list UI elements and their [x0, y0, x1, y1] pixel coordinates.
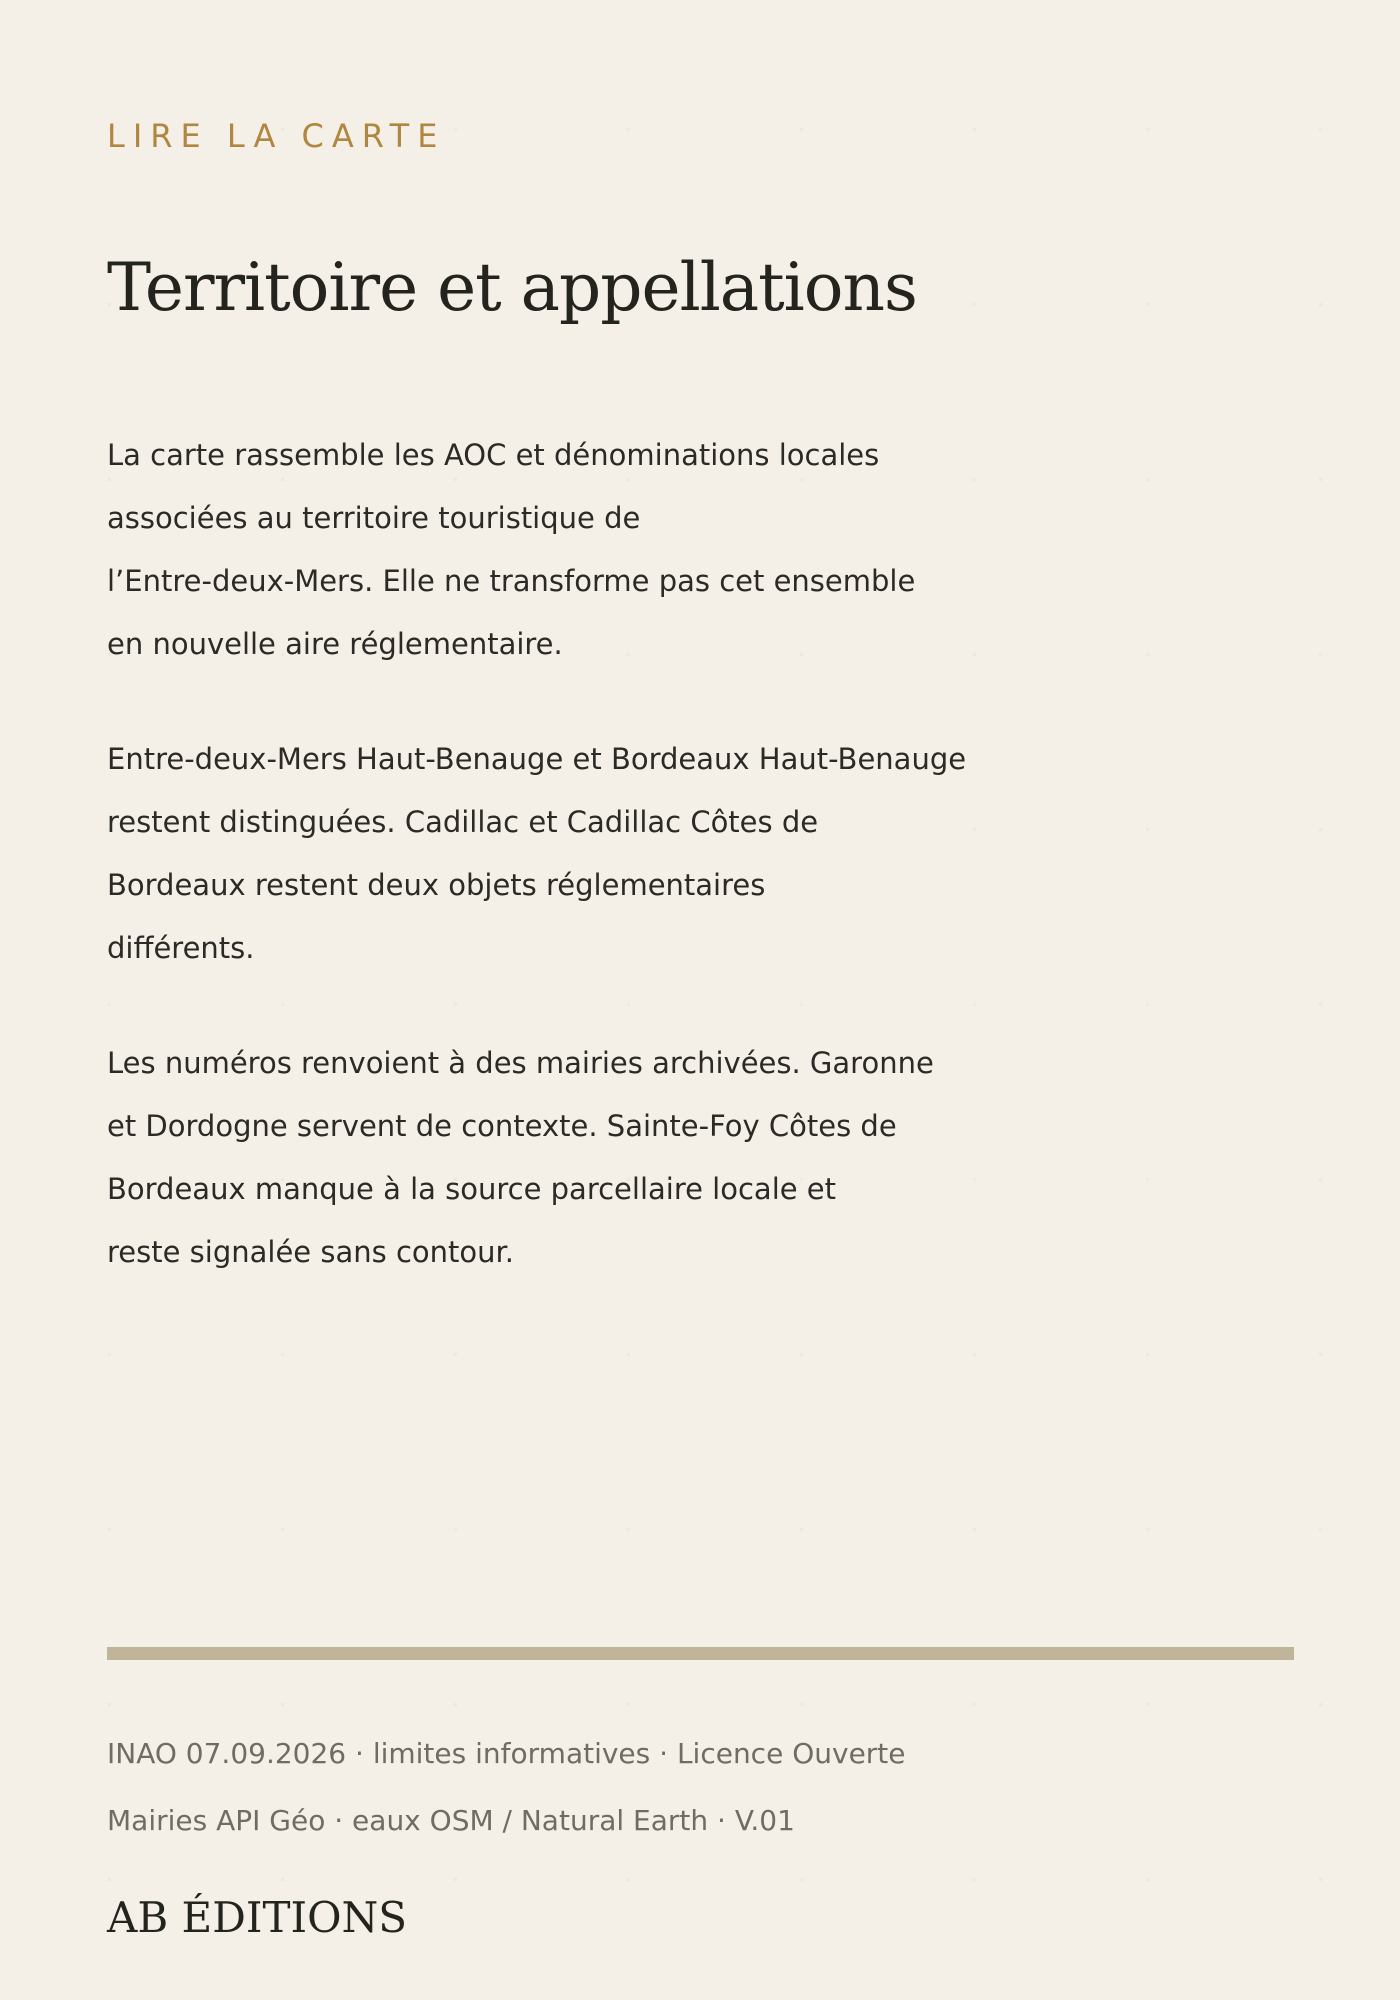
page-title: Territoire et appellations	[107, 249, 917, 326]
paragraph-2	[107, 728, 1067, 980]
paragraph-line: La carte rassemble les AOC et dénominations locales	[107, 438, 880, 472]
paragraph-line: en nouvelle aire réglementaire.	[107, 627, 563, 661]
paragraph-line: et Dordogne servent de contexte. Sainte-Foy Côtes de	[107, 1109, 897, 1143]
paragraph-line: Les numéros renvoient à des mairies archivées. Garonne	[107, 1046, 934, 1080]
paragraph-line: associées au territoire touristique de	[107, 501, 641, 535]
source-line: Mairies API Géo · eaux OSM / Natural Earth · V.01	[107, 1804, 795, 1837]
source-line: INAO 07.09.2026 · limites informatives · Licence Ouverte	[107, 1737, 906, 1770]
paragraph-line: reste signalée sans contour.	[107, 1235, 514, 1269]
paragraph-3	[107, 1032, 1067, 1284]
page	[107, 0, 1297, 2000]
body-text	[107, 424, 1067, 1336]
paragraph-line: Bordeaux restent deux objets réglementaires	[107, 868, 766, 902]
footer-divider	[107, 1647, 1294, 1660]
paragraph-line: Bordeaux manque à la source parcellaire locale et	[107, 1172, 837, 1206]
paragraph-line: Entre-deux-Mers Haut-Benauge et Bordeaux Haut-Benauge	[107, 742, 967, 776]
paragraph-1	[107, 424, 1067, 676]
paragraph-line: l’Entre-deux-Mers. Elle ne transforme pas cet ensemble	[107, 564, 916, 598]
section-eyebrow: LIRE LA CARTE	[107, 117, 446, 155]
source-credits	[107, 1720, 906, 1854]
paragraph-line: différents.	[107, 931, 255, 965]
paragraph-line: restent distinguées. Cadillac et Cadillac Côtes de	[107, 805, 819, 839]
publisher-brand: AB ÉDITIONS	[107, 1893, 408, 1942]
